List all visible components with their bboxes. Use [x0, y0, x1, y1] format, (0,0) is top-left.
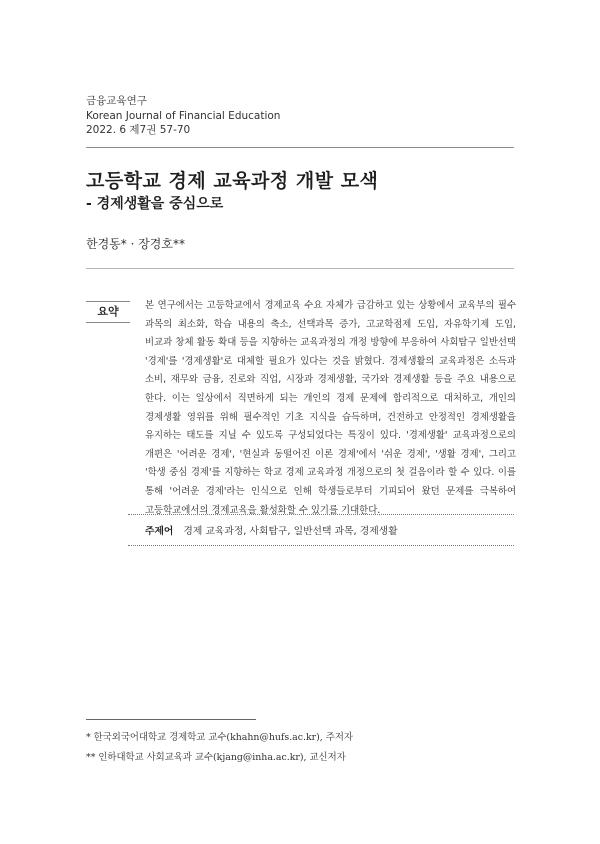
paper-subtitle: - 경제생활을 중심으로	[86, 196, 224, 212]
abstract-body: 본 연구에서는 고등학교에서 경제교육 수요 자체가 급감하고 있는 상황에서 교육부의 필수 과목의 최소화, 학습 내용의 축소, 선택과목 증가, 고교학점제 도입, 자유학기제 도입, 비교과 창체 활동 확대 등을 지향하는 교육과정의 개정 방향에 부응하여 사회탐구 일반선택 '경제'를 '경제생활'로 대체할 필요가 있다는 것을 밝혔다. 경제생활의 교육과정은 소득과 소비, 재무와 금융, 진로와 직업, 시장과 경제생활, 국가와 경제생활 등을 주요 내용으로 한다. 이는 일상에서 직면하게 되는 개인의 경제 문제에 합리적으로 대처하고, 개인의 경제생활 영위를 위해 필수적인 기초 지식을 습득하며, 건전하고 안정적인 경제생활을 유지하는 태도를 지닐 수 있도록 구성되었다는 특징이 있다. '경제생활' 교육과정으로의 개편은 '어려운 경제', '현실과 동떨어진 이론 경제'에서 '쉬운 경제', '생활 경제', 그리고 '학생 중심 경제'를 지향하는 학교 경제 교육과정 개정으로의 첫 걸음이라 할 수 있다. 이를 통해 '어려운 경제'라는 인식으로 인해 학생들로부터 기피되어 왔던 문제를 극복하여 고등학교에서의 경제교육을 활성화할 수 있기를 기대한다.	[145, 300, 516, 516]
paper-title: 고등학교 경제 교육과정 개발 모색	[86, 170, 379, 192]
keywords-top-divider	[128, 514, 514, 515]
keywords-bottom-divider	[128, 545, 514, 546]
author-divider	[86, 268, 514, 269]
keywords-label: 주제어	[145, 526, 174, 537]
footnotes	[86, 728, 353, 767]
journal-issue: 2022. 6 제7권 57-70	[86, 124, 191, 136]
journal-name-korean: 금융교육연구	[86, 95, 147, 107]
journal-name-english: Korean Journal of Financial Education	[86, 109, 281, 122]
footnote-corresponding-author: ** 인하대학교 사회교육과 교수(kjang@inha.ac.kr), 교신저자	[86, 751, 346, 763]
keywords	[145, 523, 398, 537]
abstract-label: 요약	[86, 301, 130, 323]
footnote-first-author: * 한국외국어대학교 경제학교 교수(khahn@hufs.ac.kr), 주저자	[86, 732, 353, 743]
author-list: 한경동* · 장경호**	[86, 237, 185, 251]
header-divider	[86, 147, 514, 148]
journal-info	[86, 94, 280, 138]
footnote-divider	[86, 719, 256, 720]
keywords-text: 경제 교육과정, 사회탐구, 일반선택 과목, 경제생활	[183, 526, 398, 537]
